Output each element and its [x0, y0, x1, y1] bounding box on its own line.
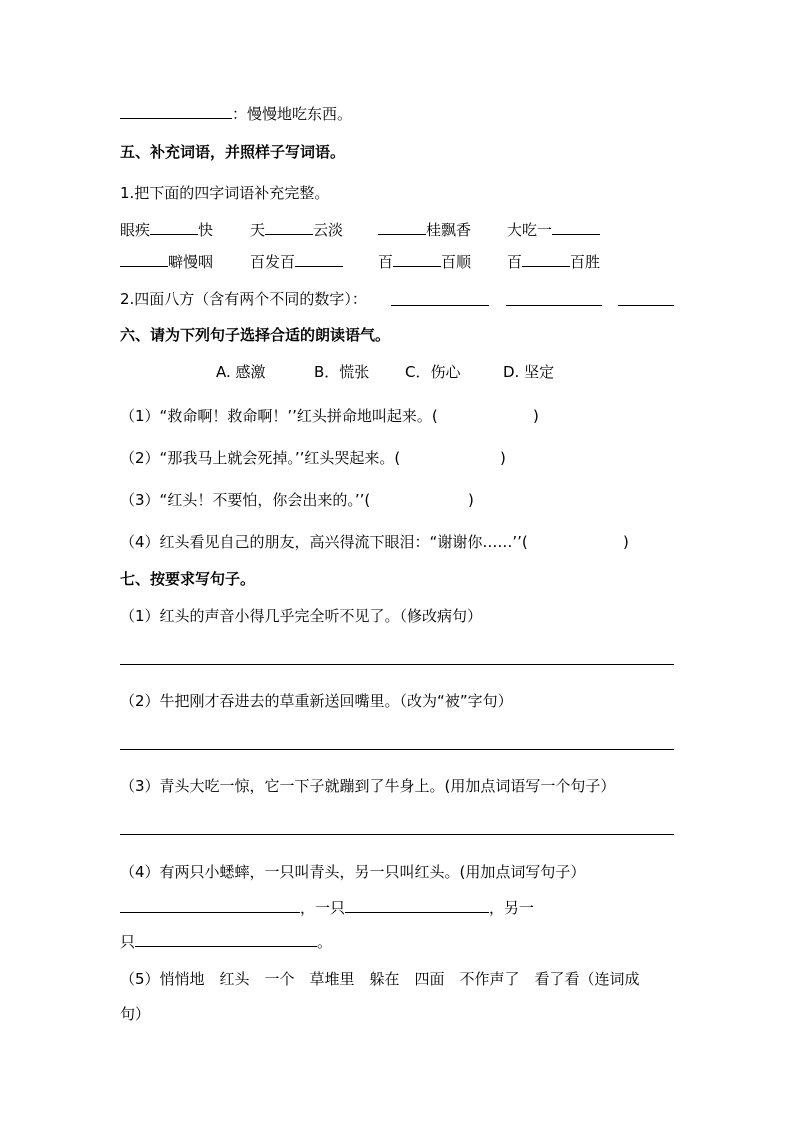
blank[interactable]	[618, 291, 674, 306]
sentence-q1: （1）红头的声音小得几乎完全听不见了。（修改病句）	[120, 607, 483, 625]
option-d: D. 坚定	[503, 363, 555, 381]
idiom-3: 桂飘香	[378, 220, 471, 240]
tone-item-3: （3）“红头！不要怕，你会出来的。’’(	[120, 491, 371, 509]
idiom-2: 天 云淡	[250, 221, 344, 239]
section-5-title: 五、补充词语，并照样子写词语。	[120, 143, 346, 161]
blank[interactable]	[506, 291, 602, 306]
answer-line[interactable]	[120, 749, 674, 750]
paren-close: )	[533, 407, 539, 425]
sentence-q5-line-2: 句）	[120, 1005, 151, 1023]
paren-close: )	[623, 533, 629, 551]
q4-fill-line-1: ，一只 ，另一	[120, 898, 534, 918]
answer-line[interactable]	[120, 834, 674, 835]
idiom-6: 百发百	[250, 252, 343, 272]
section-6-title: 六、请为下列句子选择合适的朗读语气。	[120, 326, 391, 344]
blank[interactable]	[393, 252, 441, 267]
blank[interactable]	[120, 252, 168, 267]
blank[interactable]	[295, 252, 343, 267]
sentence-q4: （4）有两只小蟋蟀，一只叫青头，另一只叫红头。(用加点词写句子）	[120, 863, 586, 881]
sentence-q2: （2）牛把刚才吞进去的草重新送回嘴里。（改为“被”字句）	[120, 692, 513, 710]
paren-close: )	[468, 491, 474, 509]
sentence-q5-line-1: （5）悄悄地 红头 一个 草堆里 躲在 四面 不作声了 看了看（连词成	[120, 970, 640, 988]
idiom-4: 大吃一	[507, 220, 600, 240]
blank[interactable]	[265, 220, 313, 235]
blank[interactable]	[391, 291, 489, 306]
sentence-q3: （3）青头大吃一惊，它一下子就蹦到了牛身上。(用加点词语写一个句子）	[120, 777, 616, 795]
blank[interactable]	[552, 220, 600, 235]
option-b: B．慌张	[314, 363, 370, 381]
blank[interactable]	[135, 932, 317, 947]
section-7-title: 七、按要求写句子。	[120, 570, 256, 588]
idiom-1: 眼疾 快	[120, 221, 214, 239]
tone-item-2: （2）“那我马上就会死掉。’’红头哭起来。(	[120, 449, 401, 467]
q4-fill-line-2: 只 。	[120, 933, 333, 951]
option-a: A. 感激	[216, 363, 266, 381]
tone-item-1: （1）“救命啊！救命啊！’’红头拼命地叫起来。(	[120, 407, 438, 425]
tone-item-4: （4）红头看见自己的朋友，高兴得流下眼泪：“谢谢你……’’(	[120, 533, 528, 551]
option-c: C．伤心	[405, 363, 461, 381]
blank[interactable]	[150, 220, 198, 235]
paren-close: )	[500, 449, 506, 467]
section-5-q1: 1.把下面的四字词语补充完整。	[120, 184, 330, 202]
blank[interactable]	[345, 898, 489, 913]
idiom-7: 百 百顺	[378, 253, 472, 271]
blank[interactable]	[522, 252, 570, 267]
idiom-8: 百 百胜	[507, 253, 601, 271]
blank[interactable]	[378, 220, 426, 235]
section-5-q2: 2.四面八方（含有两个不同的数字）：	[120, 290, 367, 308]
blank[interactable]	[120, 104, 232, 119]
line-slow-eating: ：慢慢地吃东西。	[120, 104, 352, 124]
answer-line[interactable]	[120, 664, 674, 665]
blank[interactable]	[120, 898, 300, 913]
idiom-5: 噼慢咽	[120, 252, 213, 272]
